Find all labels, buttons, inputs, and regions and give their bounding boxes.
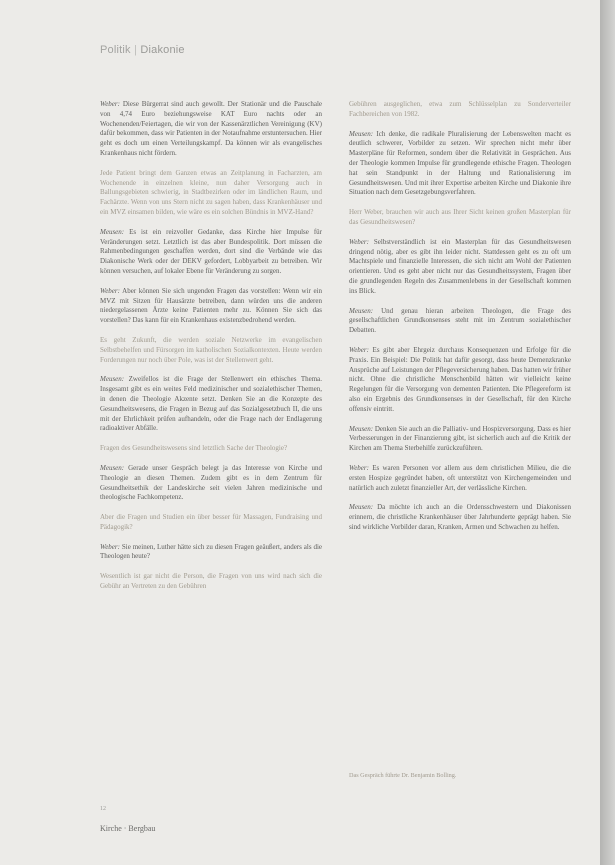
speaker-name: Meusen: bbox=[349, 424, 374, 433]
interview-answer bbox=[100, 228, 322, 277]
speaker-name: Meusen: bbox=[100, 227, 125, 236]
left-text-column bbox=[100, 100, 322, 602]
paragraph-text: Denken Sie auch an die Palliativ- und Hospizversorgung. Dass es hier Verbesserungen in der Finanzierung gibt, ist sicherlich auch auf die Kritik der Kirchen am Thema Sterbehilfe zurückzuführen. bbox=[349, 424, 571, 453]
paragraph-text: Fragen des Gesundheitswesens sind letztlich Sache der Theologie? bbox=[100, 444, 288, 453]
interview-question bbox=[349, 208, 571, 228]
interview-answer bbox=[100, 543, 322, 563]
interview-question bbox=[100, 336, 322, 365]
interview-question bbox=[100, 444, 322, 454]
page-footer: Kirche · Bergbau bbox=[100, 824, 156, 833]
speaker-name: Weber: bbox=[349, 463, 369, 472]
header-title: Diakonie bbox=[140, 44, 185, 56]
paragraph-text: Es ist ein reizvoller Gedanke, dass Kirche hier Impulse für Veränderungen setzt. Letztlich ist das aber Bundespolitik. Dort müssen die Rahmenbedingungen geschaffen werden, dort sind die Verbände wie das Diakonische Werk oder der DEKV gefordert, Lobbyarbeit zu betreiben. Wir können versuchen, auf lokaler Ebene für Veränderung zu sorgen. bbox=[100, 227, 323, 275]
header-section: Politik bbox=[100, 44, 131, 56]
paragraph-text: Wesentlich ist gar nicht die Person, die Fragen von uns wird nach sich die Gebühr an Vertreten zu den Gebühren bbox=[100, 572, 322, 591]
speaker-name: Weber: bbox=[100, 542, 120, 551]
speaker-name: Weber: bbox=[100, 100, 120, 108]
paragraph-text: Zweifellos ist die Frage der Stellenwert ein ethisches Thema. Insgesamt gibt es ein weites Feld medizinischer und sozialethischer Themen, in denen die Theologie Akzente setzt. Denken Sie an die Konzepte des Gesundheitswesens, die Fragen in Bezug auf das Sozialgesetzbuch II, die uns mit der Ehrlichkeit prüfen aufhandeln, oder die Frage nach der Endlagerung radioaktiver Abfälle. bbox=[100, 375, 323, 433]
speaker-name: Meusen: bbox=[100, 463, 125, 472]
interview-answer bbox=[100, 464, 322, 503]
paragraph-text: Jede Patient bringt dem Ganzen etwas an Zeitplanung in Facharzten, am Wochenende in einzelnen kleine, nun daher Versorgung auch in Ballungsgebieten schwierig, in Stadtbezirken oder im ländlichen Raum, und Fachärzte. Wenn von uns Stern nicht zu sagen haben, dass Krankenhäuser und ein MVZ einsamen bilden, wie wäre es ein solchen Bündnis in MVZ-Hand? bbox=[100, 168, 322, 216]
paragraph-text: Sie meinen, Luther hätte sich zu diesen Fragen geäußert, anders als die Theologen heute? bbox=[100, 542, 322, 561]
interview-answer bbox=[349, 130, 571, 199]
interview-question bbox=[349, 100, 571, 120]
interview-answer bbox=[349, 503, 571, 532]
page-mark: 12 bbox=[100, 806, 106, 812]
speaker-name: Meusen: bbox=[349, 503, 374, 512]
paragraph-text: Aber können Sie sich ungenden Fragen das vorstellen: Wenn wir ein MVZ mit Sitzen für Hausärzte betreiben, dann würden uns die anderen niedergelassenen Ärzte keine Patienten mehr zu. Können Sie sich das vorstellen? Das kann für ein Krankenhaus existenzbedrohend werden. bbox=[100, 286, 323, 325]
interview-answer bbox=[100, 287, 322, 326]
interview-answer bbox=[349, 238, 571, 297]
right-text-column bbox=[349, 100, 571, 543]
paragraph-text: Und genau hieran arbeiten Theologen, die Frage des gesellschaftlichen Grundkonsenses steht mit im Zentrum sozialethischer Debatten. bbox=[349, 306, 571, 335]
interview-answer bbox=[100, 100, 322, 159]
interview-question bbox=[100, 572, 322, 592]
page-edge-shadow bbox=[600, 0, 615, 865]
paragraph-text: Herr Weber, brauchen wir auch aus Ihrer Sicht keinen großen Masterplan für das Gesundheitswesen? bbox=[349, 208, 571, 226]
paragraph-text: Aber die Fragen und Studien ein über besser für Massagen, Fundraising und Pädagogik? bbox=[100, 513, 322, 531]
header-separator: | bbox=[134, 44, 138, 56]
interview-answer bbox=[349, 307, 571, 336]
paragraph-text: Es geht Zukunft, die werden soziale Netzwerke im evangelischen Selbstbehelfen und Fürsorgen im katholischen Sozialkontexten. Heute werden Forderungen nur noch über Pole, was ist der Stellenwert geht. bbox=[100, 335, 322, 364]
paragraph-text: Ich denke, die radikale Pluralisierung der Lebenswelten macht es deutlich schwerer, Vorbilder zu setzen. Wir sprechen nicht mehr über Masterpläne für Reformen, sondern über die Relativität in Gesprächen. Aus der Theologie kommen Impulse für grundlegende ethische Fragen. Theologen hat sein Standpunkt in der Haltung und Rationalisierung im Gesundheitswesen. Und mit ihrer Expertise arbeiten Kirche und Diakonie ihre Situation nach dem Gesetzgebungsverfahren. bbox=[349, 129, 571, 197]
interview-question bbox=[100, 513, 322, 533]
paragraph-text: Es waren Personen vor allem aus dem christlichen Milieu, die die ersten Hospize gegründet haben, oft unterstützt von Kirchengemeinden und natürlich auch zuletzt finanzieller Art, der verlässliche Kirchen. bbox=[349, 463, 572, 492]
speaker-name: Meusen: bbox=[349, 129, 374, 138]
speaker-name: Meusen: bbox=[349, 306, 374, 315]
interview-question bbox=[100, 169, 322, 218]
paragraph-text: Selbstverständlich ist ein Masterplan für das Gesundheitswesen dringend nötig, aber es gibt ihn leider nicht. Stattdessen geht es zu oft um Machtspiele und finanzielle Interessen, die sich nicht am Wohl der Patienten orientieren. Und es geht aber nicht nur das Gesundheitssystem, Fragen über die grundlegenden Regeln des Zusammenlebens in der Gesellschaft kommen ins Blick. bbox=[349, 237, 571, 295]
interview-answer bbox=[100, 375, 322, 434]
speaker-name: Weber: bbox=[100, 286, 120, 295]
paragraph-text: Da möchte ich auch an die Ordensschwestern und Diakonissen erinnern, die christliche Krankenhäuser über Jahrhunderte geprägt haben. Sie sind wirkliche Vorbilder daran, Kranken, Armen und Schwachen zu helfen. bbox=[349, 503, 571, 531]
paragraph-text: Gebühren ausgeglichen, etwa zum Schlüsselplan zu Sonderverteiler Fachbereichen von 1982. bbox=[349, 100, 571, 118]
paragraph-text: Diese Bürgerrat sind auch gewollt. Der Stationär und die Pauschale von 4,74 Euro beziehungsweise KAT Euro nachts oder an Wochenenden/Feiertagen, die wir von der Kassenärztlichen Vereinigung (KV) dafür bekommen, dass wir Patienten in der Notaufnahme erstuntersuchen. Hier geht es doch um einen Verteilungskampf. Da können wir als evangelisches Krankenhaus nicht fördern. bbox=[100, 100, 323, 157]
paragraph-text: Es gibt aber Ehrgeiz durchaus Konsequenzen und Erfolge für die Praxis. Ein Beispiel: Die Politik hat dafür gesorgt, dass heute Demenzkranke Ansprüche auf Leistungen der Pflegeversicherung haben. Das hatten wir früher nicht. Ohne die christliche Menschenbild hätten wir vielleicht keine Regelungen für die Versorgung von dementen Patienten. Die Pflegereform ist also ein Ergebnis des Grundkonsenses in der Gesellschaft, für den Kirche offensiv eintritt. bbox=[349, 345, 571, 413]
running-header bbox=[100, 44, 185, 56]
paragraph-text: Gerade unser Gespräch belegt ja das Interesse von Kirche und Theologie an diesen Themen. Zudem gibt es in dem Zentrum für Gesundheitsethik der Landeskirche seit vielen Jahren medizinische und theologische Fachkompetenz. bbox=[100, 463, 322, 502]
interview-answer bbox=[349, 425, 571, 454]
speaker-name: Meusen: bbox=[100, 375, 125, 384]
speaker-name: Weber: bbox=[349, 237, 369, 246]
interview-answer bbox=[349, 346, 571, 415]
interview-credit: Das Gespräch führte Dr. Benjamin Bolling. bbox=[349, 772, 457, 779]
speaker-name: Weber: bbox=[349, 345, 369, 354]
interview-answer bbox=[349, 464, 571, 493]
